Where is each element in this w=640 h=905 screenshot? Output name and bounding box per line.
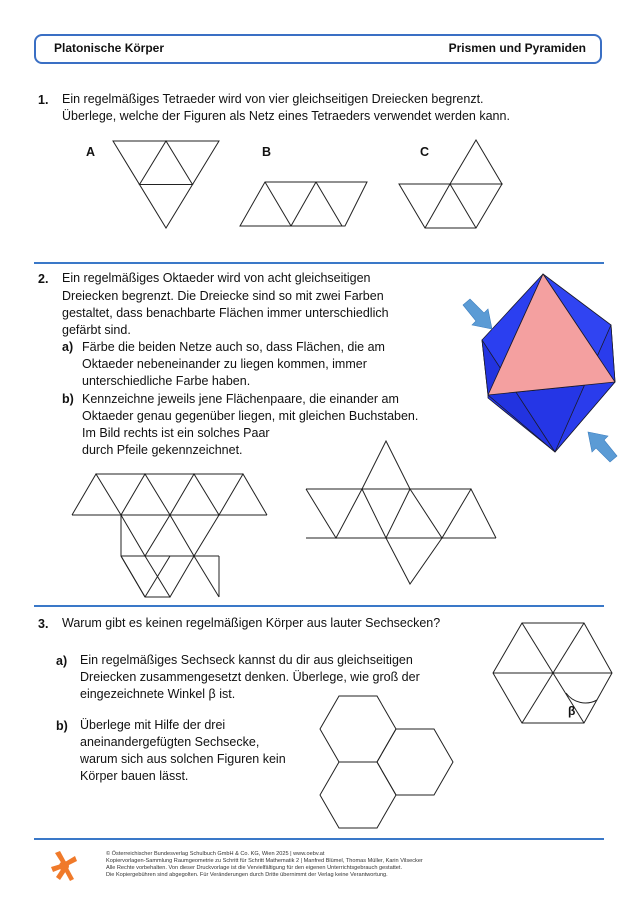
- task3-a-line3: eingezeichnete Winkel β ist.: [80, 687, 236, 701]
- task2-b-line4: durch Pfeile gekennzeichnet.: [82, 443, 243, 457]
- task2-a-line3: unterschiedliche Farbe haben.: [82, 374, 251, 388]
- task1-number: 1.: [38, 93, 49, 107]
- task2-b-line1: Kennzeichne jeweils jene Flächenpaare, die einander am: [82, 392, 399, 406]
- task2-text-line3: gestaltet, dass benachbarte Flächen immer unterschiedlich: [62, 306, 389, 320]
- footer-disclaimer: Die Kopiergebühren sind abgegolten. Für Veränderungen durch Dritte übernimmt der Verlag keine Verantwortung.: [106, 872, 388, 878]
- footer-source: Kopiervorlagen-Sammlung Raumgeometrie zu Schritt für Schritt Mathematik 2 | Manfred Blümel, Thomas Müller, Karin Vilsecker: [106, 858, 423, 864]
- task3-a-line1: Ein regelmäßiges Sechseck kannst du dir aus gleichseitigen: [80, 653, 413, 667]
- task1-text-line2: Überlege, welche der Figuren als Netz eines Tetraeders verwendet werden kann.: [62, 109, 510, 123]
- task3-a-line2: Dreiecken zusammengesetzt denken. Überlege, wie groß der: [80, 670, 420, 684]
- beta-angle-label: β: [568, 704, 576, 718]
- header-topic: Prismen und Pyramiden: [448, 41, 586, 55]
- task3-question: Warum gibt es keinen regelmäßigen Körper aus lauter Sechsecken?: [62, 616, 441, 630]
- task3-b-label: b): [56, 719, 68, 733]
- task3-b-line2: aneinandergefügten Sechsecke,: [80, 735, 260, 749]
- task2-text-line1: Ein regelmäßiges Oktaeder wird von acht gleichseitigen: [62, 271, 371, 285]
- net-label-a: A: [86, 145, 96, 159]
- task2-number: 2.: [38, 272, 49, 286]
- task2-text-line2: Dreiecken begrenzt. Die Dreiecke sind so mit zwei Farben: [62, 289, 384, 303]
- task3-b-line4: Körper bauen lässt.: [80, 769, 189, 783]
- task3-a-label: a): [56, 654, 68, 668]
- task2-a-line2: Oktaeder nebeneinander zu liegen kommen, immer: [82, 357, 367, 371]
- header-title: Platonische Körper: [54, 41, 165, 55]
- task3-b-line3: warum sich aus solchen Figuren kein: [80, 752, 286, 766]
- task3-b-line1: Überlege mit Hilfe der drei: [80, 718, 226, 732]
- footer-copyright: © Österreichischer Bundesverlag Schulbuch GmbH & Co. KG, Wien 2025 | www.oebv.at: [106, 851, 325, 857]
- task2-a-line1: Färbe die beiden Netze auch so, dass Flächen, die am: [82, 340, 385, 354]
- net-label-b: B: [262, 145, 272, 159]
- task2-a-label: a): [62, 340, 74, 354]
- task3-number: 3.: [38, 617, 49, 631]
- net-label-c: C: [420, 145, 430, 159]
- task1-text-line1: Ein regelmäßiges Tetraeder wird von vier gleichseitigen Dreiecken begrenzt.: [62, 92, 484, 106]
- task2-b-label: b): [62, 392, 74, 406]
- task2-b-line2: Oktaeder genau gegenüber liegen, mit gleichen Buchstaben.: [82, 409, 419, 423]
- task2-b-line3: Im Bild rechts ist ein solches Paar: [82, 426, 270, 440]
- footer-rights: Alle Rechte vorbehalten. Von dieser Druckvorlage ist die Vervielfältigung für den eigenen Unterrichtsgebrauch gestattet.: [106, 865, 403, 871]
- task2-text-line4: gefärbt sind.: [62, 323, 131, 337]
